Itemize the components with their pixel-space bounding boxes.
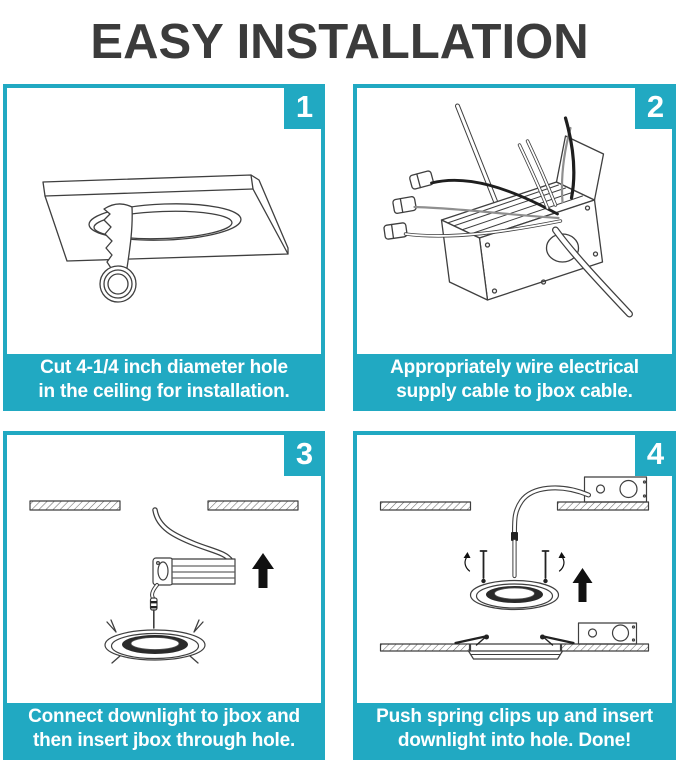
- up-arrow-icon: [573, 568, 593, 602]
- step-number-badge: 3: [284, 431, 325, 476]
- step-caption: Push spring clips up and insert downlight into hole. Done!: [357, 703, 672, 756]
- quick-connector: [151, 598, 158, 610]
- hole-saw-cutting-ceiling-illustration: [7, 88, 321, 354]
- step-number-badge: 2: [635, 84, 676, 129]
- junction-box: [442, 136, 604, 300]
- junction-box-wiring-illustration: [357, 88, 672, 354]
- step-panel-1: [3, 84, 325, 411]
- step-number-badge: 4: [635, 431, 676, 476]
- ceiling-cross-section: [30, 501, 298, 510]
- up-arrow-icon: [252, 553, 274, 588]
- page-title: EASY INSTALLATION: [90, 15, 589, 69]
- step-number-badge: 1: [284, 84, 325, 129]
- downlight-insertion-illustration: [357, 435, 672, 703]
- ceiling-cross-section: [381, 502, 649, 510]
- step-caption: Connect downlight to jbox and then insert jbox through hole.: [7, 703, 321, 756]
- step-3-illustration: [7, 435, 321, 703]
- ceiling-board: [43, 175, 288, 261]
- step-2-illustration: [357, 88, 672, 354]
- wire-connectors: [384, 170, 434, 239]
- title-row: [0, 0, 679, 84]
- installed-assembly: [381, 623, 649, 659]
- junction-box-above-ceiling: [585, 477, 647, 502]
- step-caption: Appropriately wire electrical supply cable to jbox cable.: [357, 354, 672, 407]
- step-1-illustration: [7, 88, 321, 354]
- step-caption: Cut 4-1/4 inch diameter hole in the ceiling for installation.: [7, 354, 321, 407]
- step-panel-2: [353, 84, 676, 411]
- step-panel-4: [353, 431, 676, 760]
- junction-box: [153, 558, 235, 585]
- downlight: [471, 581, 559, 610]
- step-panel-3: [3, 431, 325, 760]
- downlight-jbox-connection-illustration: [7, 435, 321, 703]
- steps-grid: [3, 84, 676, 760]
- step-4-illustration: [357, 435, 672, 703]
